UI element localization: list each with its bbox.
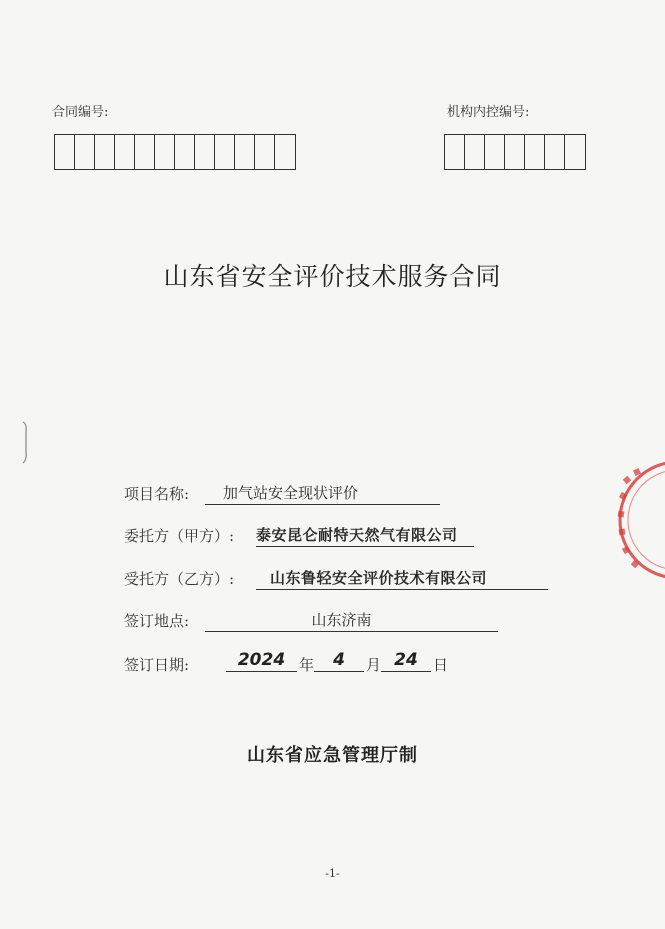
number-box-cell xyxy=(445,135,465,169)
binder-mark-icon xyxy=(21,420,29,465)
number-box-cell xyxy=(75,135,95,169)
page-title: 山东省安全评价技术服务合同 xyxy=(163,262,502,291)
client-label: 委托方（甲方）: xyxy=(124,527,235,545)
internal-number-label: 机构内控编号: xyxy=(447,105,530,120)
project-name-row xyxy=(124,483,189,504)
contractor-label: 受托方（乙方）: xyxy=(124,570,235,588)
number-box-cell xyxy=(135,135,155,169)
number-box-cell xyxy=(505,135,525,169)
date-month-unit: 月 xyxy=(366,656,382,674)
project-name-value: 加气站安全现状评价 xyxy=(205,482,440,505)
number-box-cell xyxy=(95,135,115,169)
company-seal-stamp xyxy=(610,455,665,585)
date-label: 签订日期: xyxy=(124,656,190,674)
date-day: 24 xyxy=(381,650,431,672)
contractor-row xyxy=(124,568,234,589)
number-box-cell xyxy=(215,135,235,169)
number-box-cell xyxy=(155,135,175,169)
location-label: 签订地点: xyxy=(124,612,190,630)
number-box-cell xyxy=(565,135,585,169)
number-box-cell xyxy=(485,135,505,169)
page-number: -1- xyxy=(325,867,340,880)
number-box-cell xyxy=(545,135,565,169)
location-row xyxy=(124,610,189,631)
number-box-cell xyxy=(195,135,215,169)
date-year-unit: 年 xyxy=(299,656,315,674)
date-month: 4 xyxy=(314,650,364,672)
client-value: 泰安昆仑耐特天然气有限公司 xyxy=(256,524,474,547)
number-box-cell xyxy=(55,135,75,169)
number-box-cell xyxy=(255,135,275,169)
date-row xyxy=(124,654,189,675)
number-box-cell xyxy=(235,135,255,169)
client-row xyxy=(124,525,234,546)
internal-number-boxes xyxy=(444,134,586,170)
date-year: 2024 xyxy=(226,650,297,672)
number-box-cell xyxy=(175,135,195,169)
number-box-cell xyxy=(465,135,485,169)
number-box-cell xyxy=(115,135,135,169)
contractor-value: 山东鲁轻安全评价技术有限公司 xyxy=(256,567,548,590)
project-name-label: 项目名称: xyxy=(124,485,190,503)
date-day-unit: 日 xyxy=(433,656,449,674)
contract-number-boxes xyxy=(54,134,296,170)
location-value: 山东济南 xyxy=(205,609,498,632)
contract-number-label: 合同编号: xyxy=(52,105,109,120)
number-box-cell xyxy=(275,135,295,169)
number-box-cell xyxy=(525,135,545,169)
issuer: 山东省应急管理厅制 xyxy=(247,745,418,766)
